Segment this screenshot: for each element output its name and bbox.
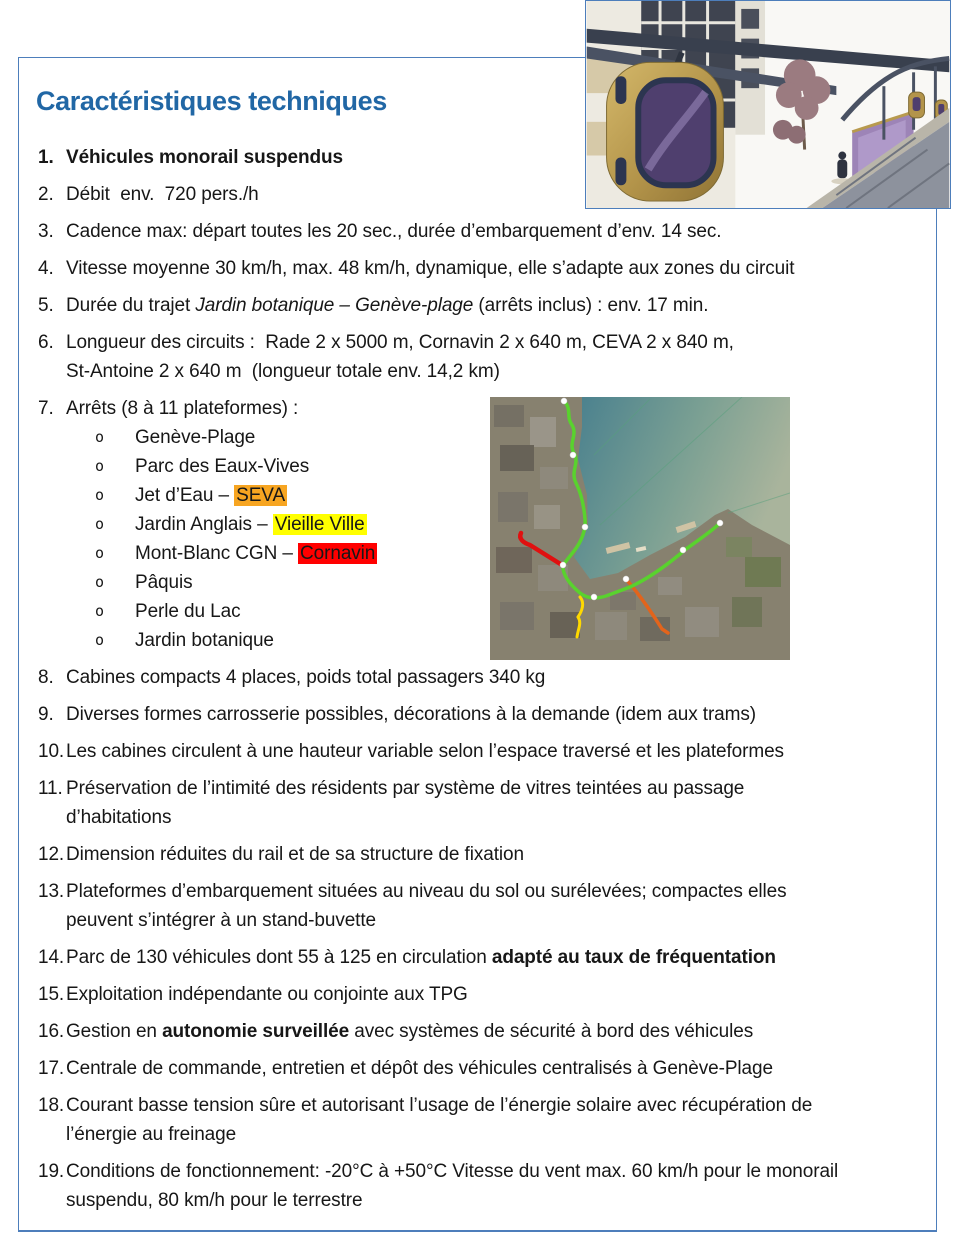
text-segment: Longueur des circuits : Rade 2 x 5000 m, Cornavin 2 x 640 m, CEVA 2 x 840 m, (66, 332, 734, 353)
text-segment: adapté au taux de fréquentation (491, 947, 776, 968)
highlighted-text: Vieille Ville (274, 514, 365, 535)
item-text (66, 291, 918, 320)
item-number: 7. (38, 398, 54, 419)
list-item-6 (38, 328, 918, 386)
text-segment: Dimension réduites du rail et de sa structure de fixation (66, 844, 524, 865)
circle-bullet: o (95, 486, 104, 504)
circle-bullet: o (95, 602, 104, 620)
text-segment: Centrale de commande, entretien et dépôt des véhicules centralisés à Genève-Plage (66, 1058, 773, 1079)
numbered-list (38, 143, 918, 1223)
text-segment: Véhicules monorail suspendus (66, 147, 343, 168)
page-title: Caractéristiques techniques (36, 86, 387, 116)
item-number: 5. (38, 295, 54, 316)
item-number: 15. (38, 984, 65, 1005)
item-number: 1. (38, 147, 54, 168)
item-text (66, 943, 918, 972)
item-number: 8. (38, 667, 54, 688)
item-number: 12. (38, 844, 65, 865)
text-segment: suspendu, 80 km/h pour le terrestre (66, 1190, 363, 1211)
list-item-4 (38, 254, 918, 283)
list-item-5 (38, 291, 918, 320)
text-segment: Durée du trajet (66, 295, 196, 316)
text-segment: Genève-Plage (135, 427, 256, 448)
text-segment: St-Antoine 2 x 640 m (longueur totale env. 14,2 km) (66, 361, 500, 382)
text-segment: Courant basse tension sûre et autorisant l’usage de l’énergie solaire avec récupération de (66, 1095, 813, 1116)
text-segment: Plateformes d’embarquement situées au niveau du sol ou surélevées; compactes elles (66, 881, 787, 902)
stop-label (135, 452, 918, 481)
list-item-19 (38, 1157, 918, 1215)
stop-label (135, 568, 918, 597)
item-number: 18. (38, 1095, 65, 1116)
stops-list (66, 423, 918, 655)
text-segment: peuvent s’intégrer à un stand-buvette (66, 910, 377, 931)
item-number: 2. (38, 184, 54, 205)
stop-item (66, 452, 918, 481)
text-segment: (arrêts inclus) : env. 17 min. (473, 295, 709, 316)
list-item-12 (38, 840, 918, 869)
item-text (66, 663, 918, 692)
list-item-3 (38, 217, 918, 246)
item-text (66, 217, 918, 246)
text-segment: Exploitation indépendante ou conjointe aux TPG (66, 984, 468, 1005)
item-text (66, 700, 918, 729)
text-segment: Parc de 130 véhicules dont 55 à 125 en circulation (66, 947, 492, 968)
item-text (66, 774, 918, 832)
list-item-9 (38, 700, 918, 729)
circle-bullet: o (95, 544, 104, 562)
text-segment: Gestion en (66, 1021, 163, 1042)
item-text (66, 840, 918, 869)
text-segment: Cadence max: départ toutes les 20 sec., durée d’embarquement d’env. 14 sec. (66, 221, 722, 242)
list-item-18 (38, 1091, 918, 1149)
list-item-17 (38, 1054, 918, 1083)
list-item-16 (38, 1017, 918, 1046)
text-segment: Débit env. 720 pers./h (66, 184, 259, 205)
stop-item (66, 597, 918, 626)
circle-bullet: o (95, 631, 104, 649)
stop-item (66, 539, 918, 568)
list-item-13 (38, 877, 918, 935)
stop-item (66, 481, 918, 510)
stop-label (135, 626, 918, 655)
list-item-11 (38, 774, 918, 832)
circle-bullet: o (95, 573, 104, 591)
text-segment: Conditions de fonctionnement: -20°C à +50°C Vitesse du vent max. 60 km/h pour le monorail (66, 1161, 839, 1182)
text-segment: Arrêts (8 à 11 plateformes) : (66, 398, 299, 419)
text-segment: Mont-Blanc CGN – (135, 543, 299, 564)
list-item-14 (38, 943, 918, 972)
stop-item (66, 626, 918, 655)
item-number: 16. (38, 1021, 65, 1042)
stop-item (66, 423, 918, 452)
item-text (66, 394, 918, 423)
text-segment: Perle du Lac (135, 601, 241, 622)
text-segment: Jardin botanique – Genève-plage (195, 295, 474, 316)
stop-label (135, 481, 918, 510)
item-text (66, 877, 918, 935)
stop-label (135, 510, 918, 539)
text-segment: Diverses formes carrosserie possibles, décorations à la demande (idem aux trams) (66, 704, 757, 725)
text-segment: avec systèmes de sécurité à bord des véhicules (349, 1021, 754, 1042)
text-segment: Cabines compacts 4 places, poids total passagers 340 kg (66, 667, 546, 688)
list-item-7 (38, 394, 918, 655)
text-segment: autonomie surveillée (162, 1021, 350, 1042)
item-text (66, 980, 918, 1009)
item-text (66, 1091, 918, 1149)
item-number: 10. (38, 741, 65, 762)
text-segment: Préservation de l’intimité des résidents par système de vitres teintées au passage (66, 778, 745, 799)
monorail-illustration-graphic (586, 1, 950, 208)
item-number: 4. (38, 258, 54, 279)
stop-label (135, 597, 918, 626)
monorail-illustration (585, 0, 951, 209)
list-item-15 (38, 980, 918, 1009)
item-number: 14. (38, 947, 65, 968)
text-segment: Jardin botanique (135, 630, 274, 651)
text-segment: d’habitations (66, 807, 172, 828)
circle-bullet: o (95, 457, 104, 475)
item-text (66, 1054, 918, 1083)
item-text (66, 254, 918, 283)
text-segment: Parc des Eaux-Vives (135, 456, 310, 477)
item-text (66, 737, 918, 766)
item-number: 9. (38, 704, 54, 725)
highlighted-text: Cornavin (300, 543, 376, 564)
circle-bullet: o (95, 428, 104, 446)
stop-item (66, 510, 918, 539)
item-text (66, 1157, 918, 1215)
text-segment: Vitesse moyenne 30 km/h, max. 48 km/h, dynamique, elle s’adapte aux zones du circuit (66, 258, 795, 279)
stop-item (66, 568, 918, 597)
highlighted-text: SEVA (236, 485, 286, 506)
stop-label (135, 539, 918, 568)
text-segment: Pâquis (135, 572, 193, 593)
item-text (66, 1017, 918, 1046)
stop-label (135, 423, 918, 452)
text-segment: Les cabines circulent à une hauteur variable selon l’espace traversé et les plateformes (66, 741, 784, 762)
item-number: 11. (38, 778, 63, 799)
list-item-8 (38, 663, 918, 692)
text-segment: Jardin Anglais – (135, 514, 273, 535)
list-item-10 (38, 737, 918, 766)
item-number: 19. (38, 1161, 65, 1182)
item-text (66, 328, 918, 386)
text-segment: l’énergie au freinage (66, 1124, 237, 1145)
item-number: 6. (38, 332, 54, 353)
text-segment: Jet d’Eau – (135, 485, 235, 506)
item-number: 17. (38, 1058, 65, 1079)
item-number: 13. (38, 881, 65, 902)
item-number: 3. (38, 221, 54, 242)
circle-bullet: o (95, 515, 104, 533)
